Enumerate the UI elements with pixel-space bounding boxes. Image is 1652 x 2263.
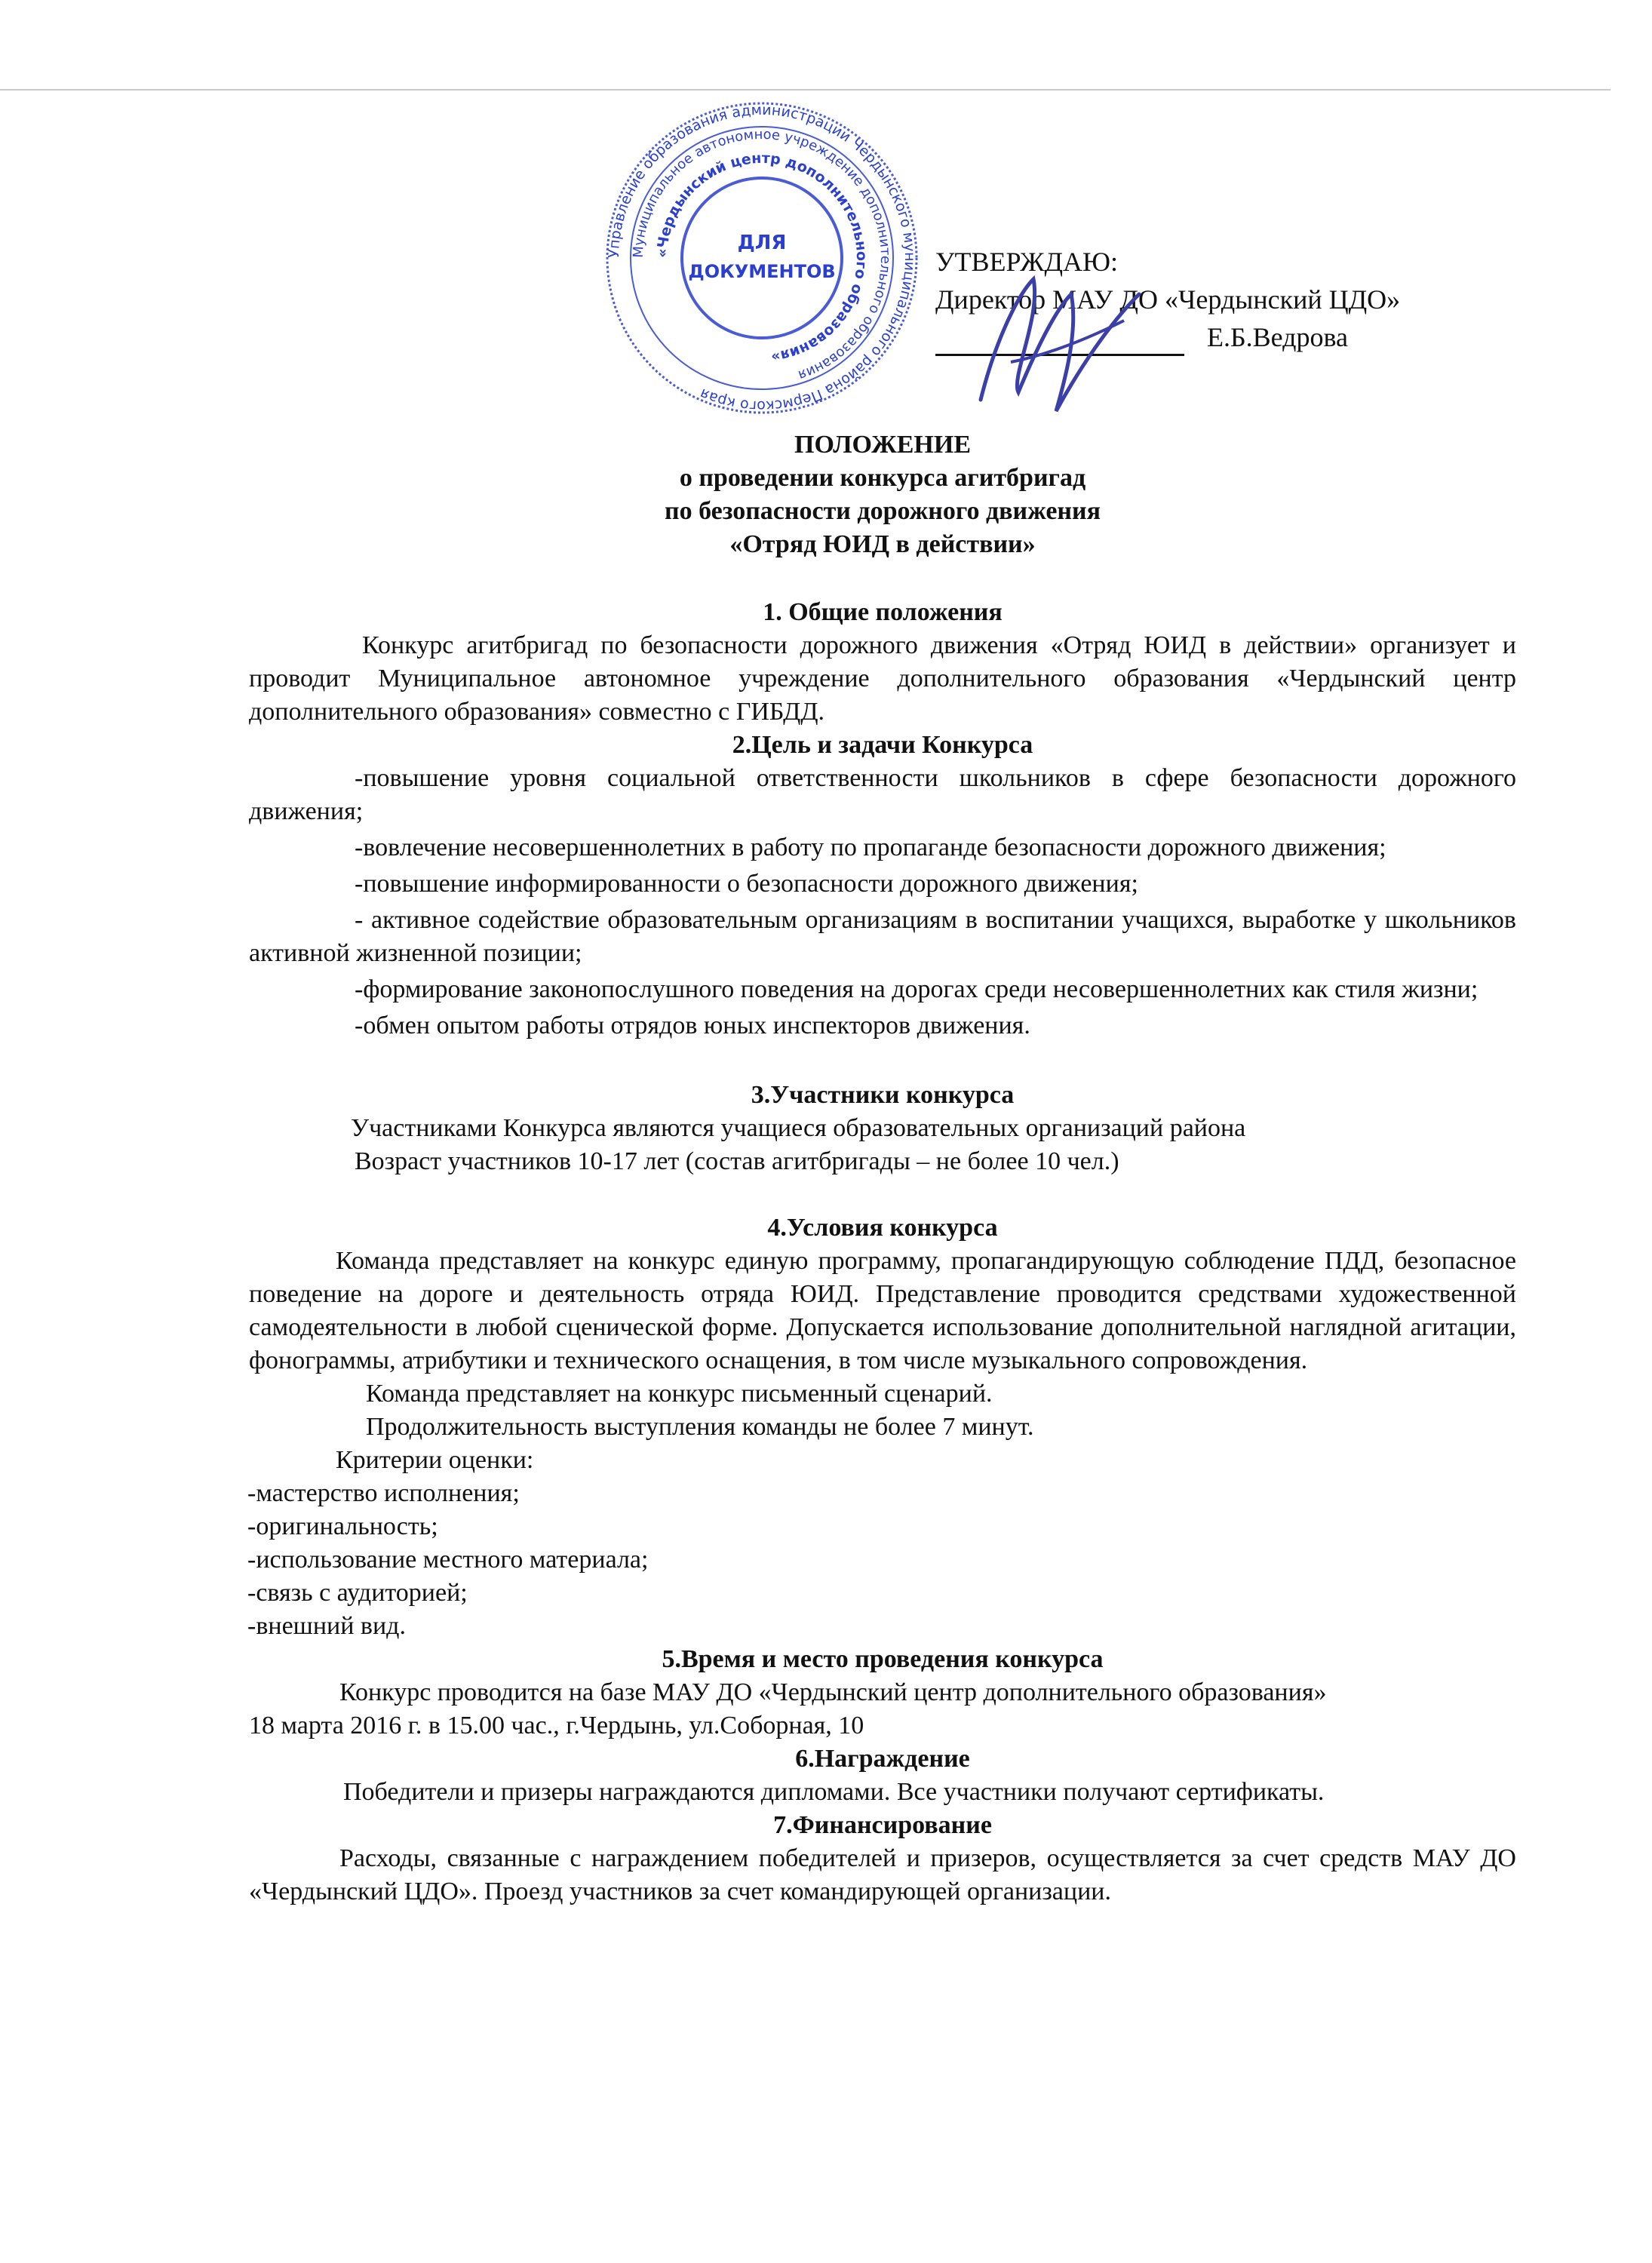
stamp-inner-text: «Чердынский центр дополнительного образования» [653, 149, 871, 366]
paragraph: Конкурс проводится на базе МАУ ДО «Чердынский центр дополнительного образования» [339, 1678, 1327, 1706]
list-item: -обмен опытом работы отрядов юных инспекторов движения. [355, 1012, 1030, 1039]
paragraph: Возраст участников 10-17 лет (состав агитбригады – не более 10 чел.) [355, 1147, 1119, 1175]
criteria-item: -мастерство исполнения; [247, 1479, 520, 1507]
title-line: о проведении конкурса агитбригад [679, 464, 1086, 492]
list-item: -вовлечение несовершеннолетних в работу по пропаганде безопасности дорожного движения; [355, 834, 1386, 861]
criteria-item: -внешний вид. [247, 1612, 406, 1640]
paragraph: Победители и призеры награждаются дипломами. Все участники получают сертификаты. [343, 1778, 1325, 1806]
list-item: - активное содействие образовательным организациям в воспитании учащихся, выработке у школьников активной жизненной позиции; [249, 906, 1516, 967]
document-body [249, 428, 1516, 1908]
approval-name: Е.Б.Ведрова [1207, 322, 1348, 352]
approval-heading: УТВЕРЖДАЮ: [935, 247, 1119, 277]
section-heading: 1. Общие положения [763, 598, 1003, 626]
paragraph: Конкурс агитбригад по безопасности дорожного движения «Отряд ЮИД в действии» организует и проводит Муниципальное автономное учреждение дополнительного образования «Чердынский центр дополнительного образования» совместно с ГИБДД. [249, 631, 1516, 726]
doc-title [249, 428, 1516, 561]
section-heading: 2.Цель и задачи Конкурса [732, 731, 1033, 759]
section-heading: 5.Время и место проведения конкурса [662, 1645, 1104, 1673]
list-item: -повышение уровня социальной ответственности школьников в сфере безопасности дорожного движения; [249, 764, 1516, 825]
stamp-center-line2: ДОКУМЕНТОВ [688, 261, 836, 282]
scan-edge-line [0, 89, 1611, 91]
list-item: -повышение информированности о безопасности дорожного движения; [355, 870, 1138, 898]
title-line: по безопасности дорожного движения [665, 497, 1101, 525]
stamp-center-line1: ДЛЯ [737, 232, 787, 254]
paragraph: 18 марта 2016 г. в 15.00 час., г.Чердынь, ул.Соборная, 10 [249, 1712, 864, 1739]
paragraph: Команда представляет на конкурс письменный сценарий. [366, 1380, 993, 1408]
criteria-item: -использование местного материала; [247, 1546, 649, 1574]
handwritten-signature [966, 249, 1154, 430]
paragraph: Расходы, связанные с награждением победителей и призеров, осуществляется за счет средств МАУ ДО «Чердынский ЦДО». Проезд участников за счет командирующей организации. [249, 1844, 1516, 1905]
paragraph: Участниками Конкурса являются учащиеся образовательных организаций района [351, 1114, 1246, 1142]
official-stamp [603, 100, 920, 416]
title-line: ПОЛОЖЕНИЕ [794, 431, 971, 459]
approval-position: Директор МАУ ДО «Чердынский ЦДО» [935, 284, 1401, 315]
criteria-item: -оригинальность; [247, 1512, 438, 1540]
section-heading: 7.Финансирование [773, 1811, 992, 1839]
title-line: «Отряд ЮИД в действии» [729, 530, 1036, 558]
stamp-outer-text: Управление образования администрации Чердынского муниципального района Пермского края [605, 101, 919, 415]
list-item: -формирование законопослушного поведения на дорогах среди несовершеннолетних как стиля жизни; [355, 975, 1479, 1003]
section-heading: 4.Условия конкурса [767, 1214, 998, 1242]
criteria-item: -связь с аудиторией; [247, 1579, 468, 1607]
stamp-middle-text: Муниципальное автономное учреждение дополнительного образования [630, 126, 894, 383]
svg-text:«Чердынский центр дополнительн [654, 150, 870, 366]
criteria-label: Критерии оценки: [336, 1446, 534, 1474]
paragraph: Продолжительность выступления команды не более 7 минут. [366, 1413, 1034, 1441]
paragraph: Команда представляет на конкурс единую программу, пропагандирующую соблюдение ПДД, безопасное поведение на дороге и деятельность отряда ЮИД. Представление проводится средствами художественной самодеятельности в любой сценической форме. Допускается использование дополнительной наглядной агитации, фонограммы, атрибутики и технического оснащения, в том числе музыкального сопровождения. [249, 1247, 1516, 1374]
section-heading: 6.Награждение [795, 1745, 970, 1773]
section-heading: 3.Участники конкурса [751, 1081, 1015, 1109]
